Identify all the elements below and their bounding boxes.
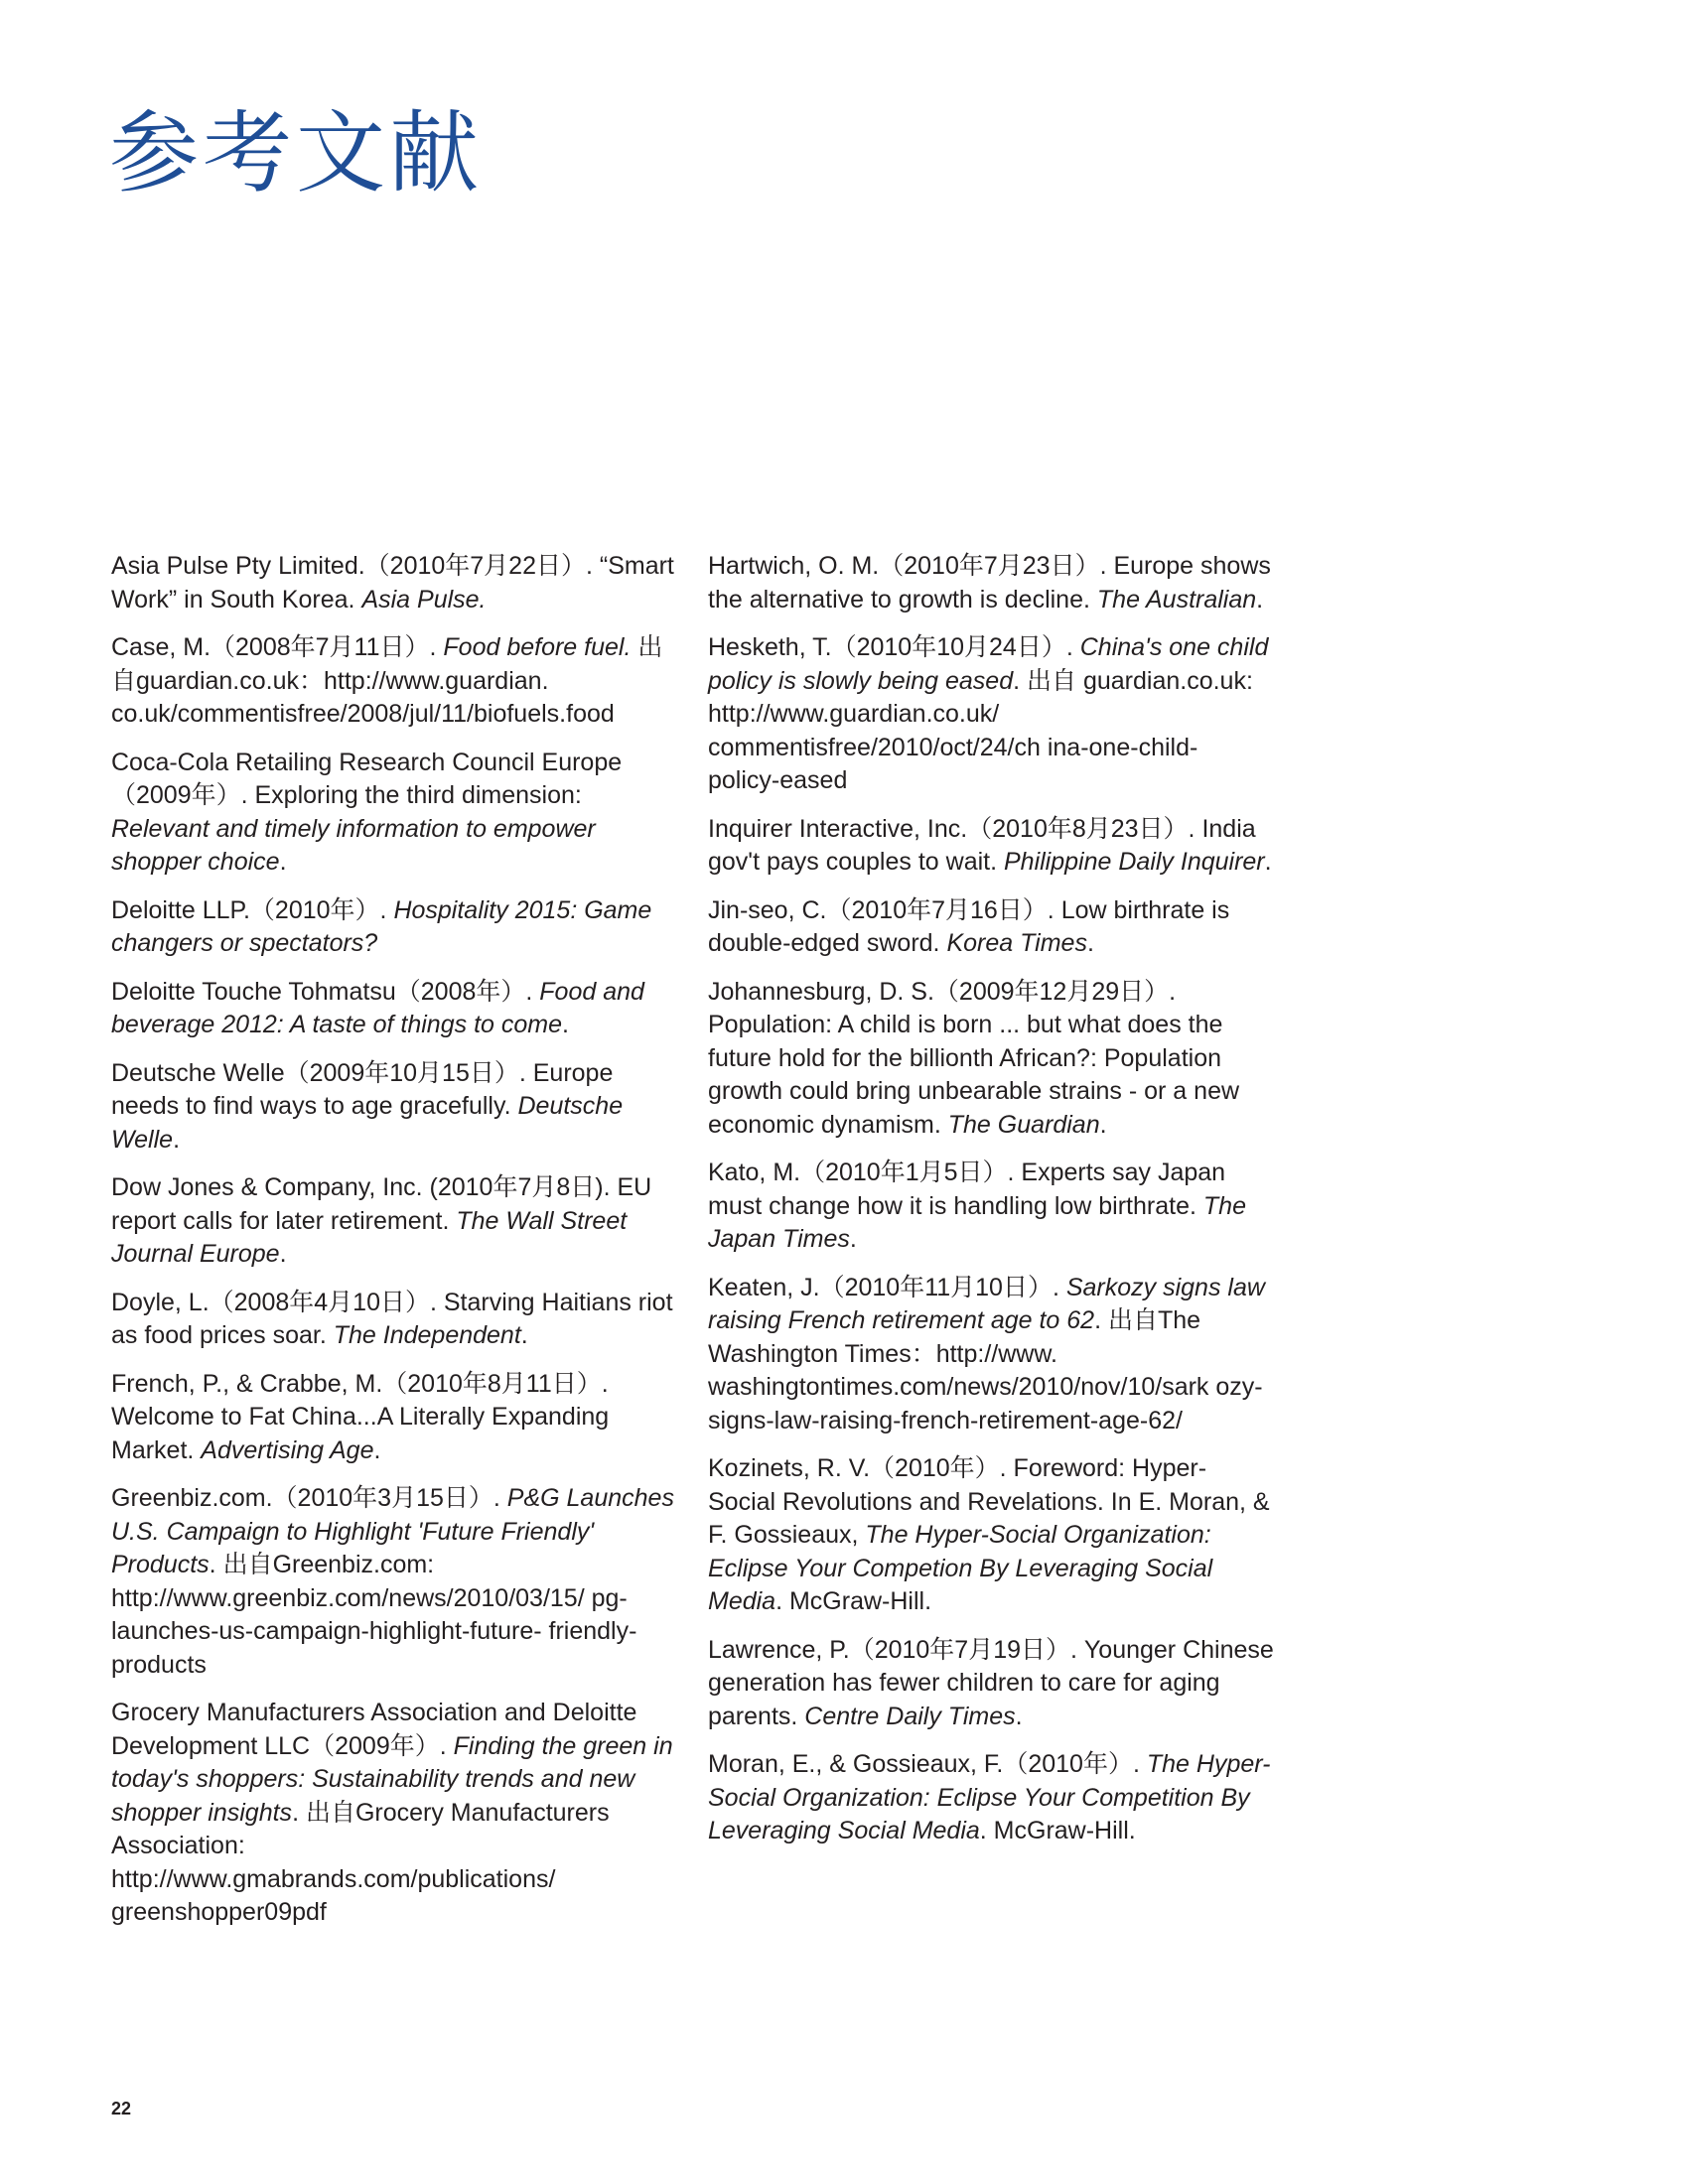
- reference-text: . McGraw-Hill.: [775, 1587, 932, 1615]
- reference-entry: [708, 976, 1274, 1143]
- reference-text: Dow Jones & Company, Inc. (2010年7月8日). EU report calls for later retirement.: [111, 1173, 652, 1235]
- reference-entry: [111, 631, 677, 732]
- reference-entry: [708, 813, 1274, 880]
- reference-title: The Hyper-Social Organization: Eclipse Your Competition By Leveraging Social Media: [708, 1750, 1271, 1844]
- reference-entry: [708, 1452, 1274, 1619]
- reference-entry: [111, 976, 677, 1042]
- reference-entry: [111, 1057, 677, 1158]
- reference-text: .: [279, 1240, 287, 1268]
- reference-text: Coca-Cola Retailing Research Council Europe（2009年）. Exploring the third dimension:: [111, 748, 623, 809]
- reference-title: P&G Launches U.S. Campaign to Highlight 'Future Friendly' Products: [111, 1484, 674, 1578]
- reference-title: The Independent: [333, 1321, 521, 1349]
- reference-text: . 出自The Washington Times：http://www. washingtontimes.com/news/2010/nov/10/sark ozy-signs-law-raising-french-retirement-age-62/: [708, 1306, 1263, 1434]
- reference-text: Kato, M.（2010年1月5日）. Experts say Japan must change how it is handling low birthrate.: [708, 1159, 1226, 1220]
- reference-entry: [708, 550, 1274, 616]
- reference-title: Sarkozy signs law raising French retirement age to 62: [708, 1273, 1265, 1334]
- reference-title: The Hyper-Social Organization: Eclipse Your Competion By Leveraging Social Media: [708, 1521, 1213, 1615]
- reference-entry: [111, 747, 677, 880]
- reference-text: Greenbiz.com.（2010年3月15日）.: [111, 1484, 507, 1512]
- reference-text: Jin-seo, C.（2010年7月16日）. Low birthrate is double-edged sword.: [708, 895, 1230, 957]
- reference-title: Advertising Age: [201, 1435, 374, 1464]
- reference-title: Deutsche Welle: [111, 1092, 624, 1154]
- reference-title: Asia Pulse.: [361, 585, 487, 614]
- reference-entry: [111, 1368, 677, 1468]
- reference-title: Food before fuel.: [443, 633, 632, 661]
- reference-text: Johannesburg, D. S.（2009年12月29日）. Population: A child is born ... but what does the future hold for the billionth African?: Population growth could bring unbearable strains - or a new economic dynamism.: [708, 977, 1240, 1139]
- reference-text: Grocery Manufacturers Association and Deloitte Development LLC（2009年）.: [111, 1699, 637, 1760]
- reference-title: The Australian: [1096, 585, 1257, 614]
- reference-title: China's one child policy is slowly being eased: [708, 633, 1269, 695]
- reference-text: .: [1099, 1110, 1107, 1139]
- reference-entry: [708, 1157, 1274, 1257]
- reference-title: Korea Times: [946, 929, 1087, 957]
- reference-text: .: [520, 1321, 528, 1349]
- reference-title: Relevant and timely information to empower shopper choice: [111, 814, 596, 876]
- reference-entry: [708, 1272, 1274, 1438]
- reference-entry: [708, 1634, 1274, 1734]
- reference-title: Philippine Daily Inquirer: [1004, 848, 1265, 876]
- reference-text: 出自guardian.co.uk：http://www.guardian. co.uk/commentisfree/2008/jul/11/biofuels.food: [111, 633, 663, 728]
- reference-text: .: [173, 1125, 181, 1154]
- reference-text: Moran, E., & Gossieaux, F.（2010年）.: [708, 1750, 1147, 1778]
- reference-text: Deutsche Welle（2009年10月15日）. Europe needs to find ways to age gracefully.: [111, 1058, 614, 1120]
- reference-entry: [111, 1482, 677, 1682]
- reference-title: Food and beverage 2012: A taste of things to come: [111, 977, 644, 1038]
- reference-text: Keaten, J.（2010年11月10日）.: [708, 1273, 1066, 1301]
- reference-text: .: [279, 848, 287, 876]
- reference-text: .: [1015, 1702, 1023, 1730]
- reference-title: Finding the green in today's shoppers: Sustainability trends and new shopper insights: [111, 1731, 673, 1827]
- reference-text: .: [562, 1011, 569, 1038]
- reference-text: Inquirer Interactive, Inc.（2010年8月23日）. India gov't pays couples to wait.: [708, 814, 1256, 876]
- reference-entry: [111, 550, 677, 616]
- reference-text: . McGraw-Hill.: [979, 1817, 1136, 1844]
- reference-title: The Guardian: [947, 1110, 1100, 1139]
- reference-text: Doyle, L.（2008年4月10日）. Starving Haitians riot as food prices soar.: [111, 1288, 673, 1349]
- reference-title: The Wall Street Journal Europe: [111, 1206, 628, 1268]
- reference-text: .: [373, 1435, 381, 1464]
- references-column-right: [708, 550, 1274, 1863]
- reference-text: Deloitte LLP.（2010年）.: [111, 895, 394, 924]
- reference-text: .: [1264, 848, 1272, 876]
- reference-entry: [708, 1748, 1274, 1848]
- page-title: 参考文献: [109, 101, 483, 205]
- references-column-left: [111, 550, 677, 1945]
- reference-text: . 出自 guardian.co.uk: http://www.guardian.co.uk/ commentisfree/2010/oct/24/ch ina-one-child- policy-eased: [708, 666, 1253, 794]
- reference-title: Hospitality 2015: Game changers or spectators?: [111, 895, 652, 957]
- reference-text: .: [1086, 929, 1094, 957]
- reference-text: Hartwich, O. M.（2010年7月23日）. Europe shows the alternative to growth is decline.: [708, 552, 1271, 614]
- reference-text: Case, M.（2008年7月11日）.: [111, 633, 444, 661]
- reference-text: Asia Pulse Pty Limited.（2010年7月22日）. “Smart Work” in South Korea.: [111, 552, 674, 614]
- reference-text: Kozinets, R. V.（2010年）. Foreword: Hyper-Social Revolutions and Revelations. In E. Moran, & F. Gossieaux,: [708, 1454, 1270, 1549]
- reference-entry: [111, 1697, 677, 1930]
- reference-entry: [111, 1171, 677, 1272]
- reference-text: . 出自Grocery Manufacturers Association: http://www.gmabrands.com/publications/ greenshopper09pdf: [111, 1798, 610, 1926]
- reference-text: Deloitte Touche Tohmatsu（2008年）.: [111, 977, 540, 1006]
- reference-text: . 出自Greenbiz.com: http://www.greenbiz.com/news/2010/03/15/ pg-launches-us-campaign-highlight-future- friendly-products: [111, 1551, 637, 1679]
- reference-entry: [708, 894, 1274, 961]
- reference-entry: [111, 1287, 677, 1353]
- reference-text: French, P., & Crabbe, M.（2010年8月11日）. Welcome to Fat China...A Literally Expanding Market.: [111, 1369, 610, 1464]
- page-number: 22: [111, 2099, 132, 2118]
- reference-title: Centre Daily Times: [804, 1702, 1016, 1730]
- reference-text: Hesketh, T.（2010年10月24日）.: [708, 633, 1080, 661]
- reference-title: The Japan Times: [708, 1191, 1246, 1253]
- reference-text: .: [1256, 585, 1264, 614]
- reference-text: Lawrence, P.（2010年7月19日）. Younger Chinese generation has fewer children to care for aging parents.: [708, 1635, 1274, 1730]
- reference-text: .: [849, 1225, 857, 1253]
- reference-entry: [708, 631, 1274, 798]
- reference-entry: [111, 894, 677, 961]
